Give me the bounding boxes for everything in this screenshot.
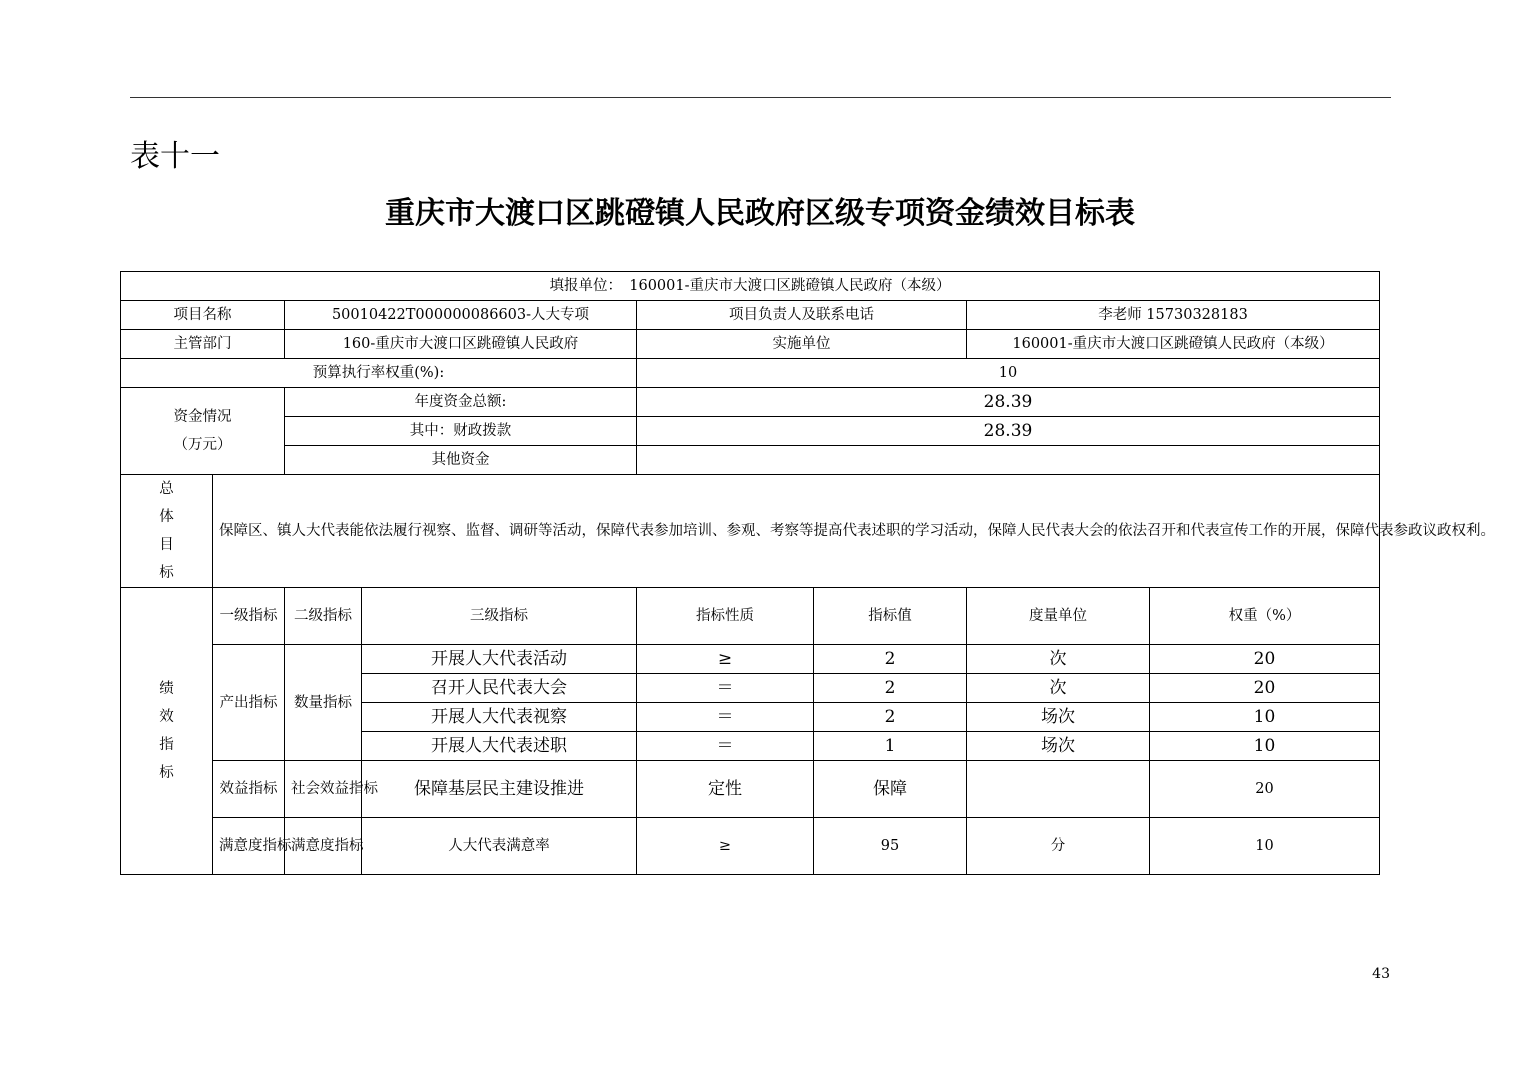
- header-unit: 度量单位: [967, 588, 1150, 645]
- fill-unit: 填报单位： 160001-重庆市大渡口区跳磴镇人民政府（本级）: [121, 272, 1380, 301]
- benefit-level2: 社会效益指标: [285, 761, 362, 818]
- budget-rate-value: 10: [637, 359, 1380, 388]
- indicator-header-row: [121, 588, 1380, 645]
- indicators-label-char: 效: [159, 709, 174, 725]
- impl-value: 160001-重庆市大渡口区跳磴镇人民政府（本级）: [967, 330, 1380, 359]
- header-rule: [130, 97, 1391, 98]
- table-row: [121, 761, 1380, 818]
- indicator-nature: ≥: [637, 645, 814, 674]
- indicator-name: 开展人大代表活动: [362, 645, 637, 674]
- indicators-label-char: 指: [159, 737, 174, 753]
- header-level3: 三级指标: [362, 588, 637, 645]
- indicator-weight: 10: [1150, 703, 1380, 732]
- table-row: [121, 818, 1380, 875]
- contact-value: 李老师 15730328183: [967, 301, 1380, 330]
- funds-other-row: [121, 446, 1380, 475]
- indicator-value: 2: [814, 703, 967, 732]
- indicator-nature: ≥: [637, 818, 814, 875]
- indicator-unit: 次: [967, 674, 1150, 703]
- table-number-label: 表十一: [130, 139, 220, 174]
- indicators-label: [121, 588, 213, 875]
- indicator-name: 开展人大代表述职: [362, 732, 637, 761]
- indicator-unit: 场次: [967, 732, 1150, 761]
- output-level1: 产出指标: [213, 645, 285, 761]
- funds-total-row: [121, 388, 1380, 417]
- header-value: 指标值: [814, 588, 967, 645]
- indicator-weight: 20: [1150, 674, 1380, 703]
- performance-target-table: [120, 271, 1495, 875]
- funds-other-label: 其他资金: [285, 446, 637, 475]
- project-name-value: 50010422T000000086603-人大专项: [285, 301, 637, 330]
- funds-label-line1: 资金情况: [173, 409, 232, 425]
- goal-label-char: 标: [159, 565, 174, 581]
- header-nature: 指标性质: [637, 588, 814, 645]
- indicator-unit: 分: [967, 818, 1150, 875]
- goal-label-char: 体: [159, 509, 174, 525]
- benefit-level1: 效益指标: [213, 761, 285, 818]
- funds-total-label: 年度资金总额:: [285, 388, 637, 417]
- funds-fiscal-value: 28.39: [637, 417, 1380, 446]
- indicator-name: 开展人大代表视察: [362, 703, 637, 732]
- indicator-nature: ＝: [637, 674, 814, 703]
- indicator-unit: 场次: [967, 703, 1150, 732]
- page-number: 43: [1372, 966, 1390, 982]
- dept-row: [121, 330, 1380, 359]
- funds-fiscal-label: 其中：财政拨款: [285, 417, 637, 446]
- budget-rate-row: [121, 359, 1380, 388]
- funds-label-line2: （万元）: [173, 437, 232, 453]
- goal-row: [121, 475, 1380, 588]
- table-row: [121, 645, 1380, 674]
- funds-total-value: 28.39: [637, 388, 1380, 417]
- indicator-weight: 20: [1150, 645, 1380, 674]
- indicator-nature: ＝: [637, 732, 814, 761]
- indicator-value: 1: [814, 732, 967, 761]
- header-level2: 二级指标: [285, 588, 362, 645]
- indicators-label-char: 标: [159, 765, 174, 781]
- satisfaction-level2: 满意度指标: [285, 818, 362, 875]
- header-weight: 权重（%）: [1150, 588, 1380, 645]
- indicator-unit: [967, 761, 1150, 818]
- indicator-name: 保障基层民主建设推进: [362, 761, 637, 818]
- goal-text: 保障区、镇人大代表能依法履行视察、监督、调研等活动，保障代表参加培训、参观、考察等提高代表述职的学习活动，保障人民代表大会的依法召开和代表宣传工作的开展，保障代表参政议政权利。: [213, 475, 1380, 588]
- goal-label: [121, 475, 213, 588]
- indicators-label-char: 绩: [159, 681, 174, 697]
- indicator-value: 95: [814, 818, 967, 875]
- indicator-weight: 10: [1150, 732, 1380, 761]
- indicator-value: 2: [814, 674, 967, 703]
- dept-value: 160-重庆市大渡口区跳磴镇人民政府: [285, 330, 637, 359]
- indicator-name: 召开人民代表大会: [362, 674, 637, 703]
- indicator-unit: 次: [967, 645, 1150, 674]
- indicator-weight: 10: [1150, 818, 1380, 875]
- funds-other-value: [637, 446, 1380, 475]
- funds-label: [121, 388, 285, 475]
- header-level1: 一级指标: [213, 588, 285, 645]
- budget-rate-label: 预算执行率权重(%):: [121, 359, 637, 388]
- contact-label: 项目负责人及联系电话: [637, 301, 967, 330]
- indicator-weight: 20: [1150, 761, 1380, 818]
- indicator-name: 人大代表满意率: [362, 818, 637, 875]
- indicator-value: 保障: [814, 761, 967, 818]
- output-level2: 数量指标: [285, 645, 362, 761]
- project-name-label: 项目名称: [121, 301, 285, 330]
- indicator-nature: ＝: [637, 703, 814, 732]
- project-row: [121, 301, 1380, 330]
- page-title: 重庆市大渡口区跳磴镇人民政府区级专项资金绩效目标表: [385, 196, 1135, 231]
- goal-label-char: 目: [159, 537, 174, 553]
- fill-unit-row: [121, 272, 1380, 301]
- satisfaction-level1: 满意度指标: [213, 818, 285, 875]
- goal-label-char: 总: [159, 481, 174, 497]
- funds-fiscal-row: [121, 417, 1380, 446]
- indicator-nature: 定性: [637, 761, 814, 818]
- indicator-value: 2: [814, 645, 967, 674]
- impl-label: 实施单位: [637, 330, 967, 359]
- dept-label: 主管部门: [121, 330, 285, 359]
